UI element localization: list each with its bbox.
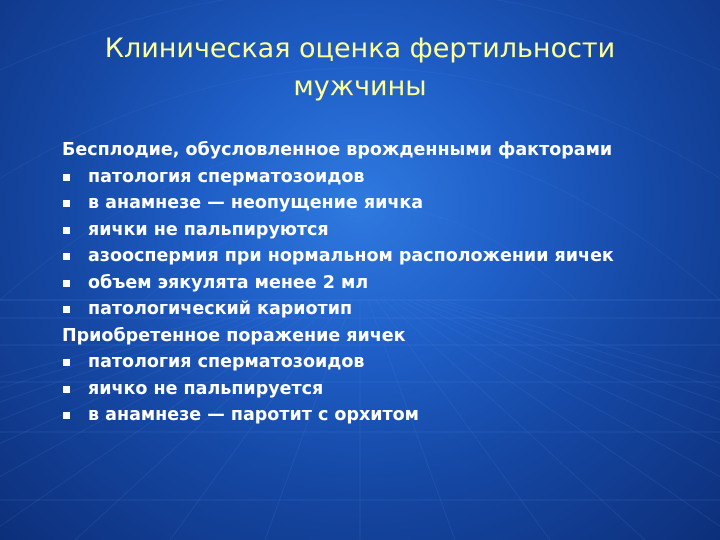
list-item-text: в анамнезе — паротит с орхитом	[88, 405, 419, 425]
list-item	[62, 217, 662, 244]
list-item	[62, 190, 662, 217]
list-item-text: яички не пальпируются	[88, 219, 329, 240]
list-item-text: патология сперматозоидов	[88, 166, 365, 187]
slide-content	[62, 137, 662, 429]
list-item	[62, 376, 662, 403]
content-section	[62, 137, 662, 323]
section-heading: Бесплодие, обусловленное врожденными факторами	[62, 140, 613, 160]
square-bullet-icon	[63, 227, 70, 234]
bullet-list	[62, 164, 662, 323]
slide-title: Клиническая оценка фертильности мужчины	[104, 33, 616, 102]
section-heading: Приобретенное поражение яичек	[62, 325, 406, 346]
square-bullet-icon	[63, 174, 70, 181]
square-bullet-icon	[63, 412, 70, 419]
content-section	[62, 323, 662, 429]
list-item-text: патологический кариотип	[88, 299, 353, 319]
list-item	[62, 164, 662, 191]
list-item	[62, 243, 662, 270]
list-item	[62, 296, 662, 323]
square-bullet-icon	[63, 359, 70, 366]
list-item	[62, 349, 662, 376]
list-item-text: объем эякулята менее 2 мл	[88, 272, 369, 293]
square-bullet-icon	[63, 386, 70, 393]
square-bullet-icon	[63, 253, 70, 260]
list-item-text: яичко не пальпируется	[88, 378, 324, 399]
list-item-text: азооспермия при нормальном расположении яичек	[88, 246, 614, 266]
bullet-list	[62, 349, 662, 429]
square-bullet-icon	[63, 306, 70, 313]
square-bullet-icon	[63, 200, 70, 207]
list-item	[62, 270, 662, 297]
list-item	[62, 402, 662, 429]
list-item-text: в анамнезе — неопущение яичка	[88, 193, 424, 213]
list-item-text: патология сперматозоидов	[88, 352, 365, 372]
square-bullet-icon	[63, 280, 70, 287]
